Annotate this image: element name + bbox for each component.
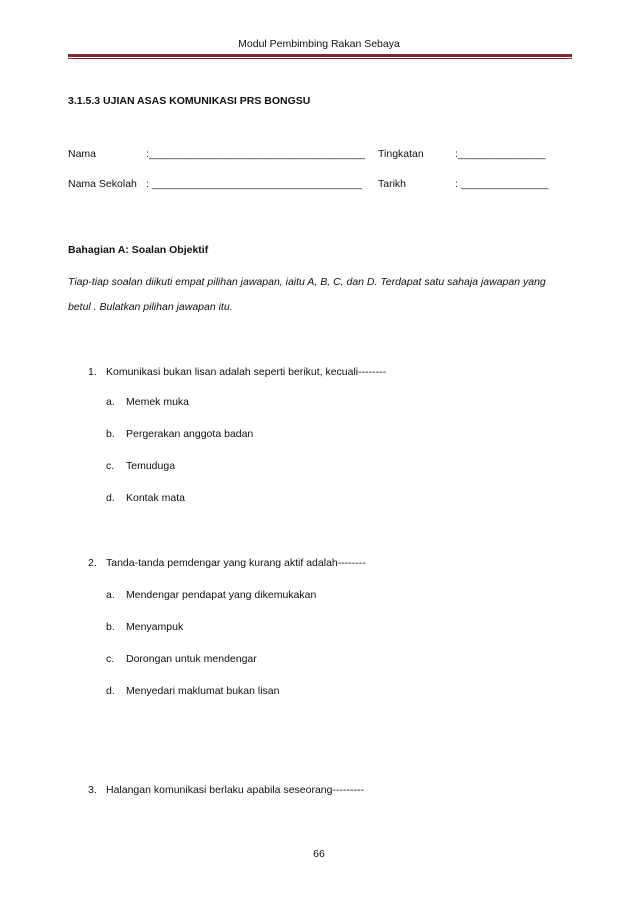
option-text[interactable]: Memek muka <box>126 396 190 408</box>
option-text[interactable]: Kontak mata <box>126 492 185 504</box>
tarikh-field[interactable]: : _______________ <box>455 178 549 190</box>
option-text[interactable]: Temuduga <box>126 460 176 472</box>
question-number: 3. <box>88 784 97 796</box>
option-letter[interactable]: b. <box>106 621 115 633</box>
tarikh-label: Tarikh <box>378 178 407 190</box>
option-text[interactable]: Menyampuk <box>126 621 184 633</box>
nama-field[interactable]: :_____________________________________ <box>146 148 365 160</box>
header-title: Modul Pembimbing Rakan Sebaya <box>238 38 400 50</box>
option-letter[interactable]: c. <box>106 653 115 665</box>
option-letter[interactable]: b. <box>106 428 115 440</box>
page-number: 66 <box>313 848 325 860</box>
question-text: Halangan komunikasi berlaku apabila seseorang--------- <box>106 784 364 796</box>
header-rule <box>68 54 572 57</box>
question-number: 2. <box>88 557 97 569</box>
option-text[interactable]: Menyedari maklumat bukan lisan <box>126 685 280 697</box>
option-text[interactable]: Dorongan untuk mendengar <box>126 653 257 665</box>
option-text[interactable]: Pergerakan anggota badan <box>126 428 254 440</box>
option-text[interactable]: Mendengar pendapat yang dikemukakan <box>126 589 317 601</box>
instruction-line-2: betul . Bulatkan pilihan jawapan itu. <box>68 301 233 313</box>
question-text: Komunikasi bukan lisan adalah seperti berikut, kecuali-------- <box>106 366 387 378</box>
nama-label: Nama <box>68 148 97 160</box>
option-letter[interactable]: d. <box>106 492 115 504</box>
question-text: Tanda-tanda pemdengar yang kurang aktif adalah-------- <box>106 557 366 569</box>
option-letter[interactable]: a. <box>106 589 115 601</box>
sekolah-field[interactable]: : ____________________________________ <box>146 178 363 190</box>
sekolah-label: Nama Sekolah <box>68 178 137 190</box>
question-number: 1. <box>88 366 97 378</box>
option-letter[interactable]: c. <box>106 460 115 472</box>
header-rule-thin <box>68 58 572 59</box>
tingkatan-field[interactable]: :_______________ <box>455 148 546 160</box>
part-a-heading: Bahagian A: Soalan Objektif <box>68 244 209 256</box>
section-title: 3.1.5.3 UJIAN ASAS KOMUNIKASI PRS BONGSU <box>68 95 311 107</box>
instruction-line-1: Tiap-tiap soalan diikuti empat pilihan jawapan, iaitu A, B, C, dan D. Terdapat satu sahaja jawapan yang <box>68 276 546 288</box>
option-letter[interactable]: d. <box>106 685 115 697</box>
tingkatan-label: Tingkatan <box>378 148 424 160</box>
option-letter[interactable]: a. <box>106 396 115 408</box>
